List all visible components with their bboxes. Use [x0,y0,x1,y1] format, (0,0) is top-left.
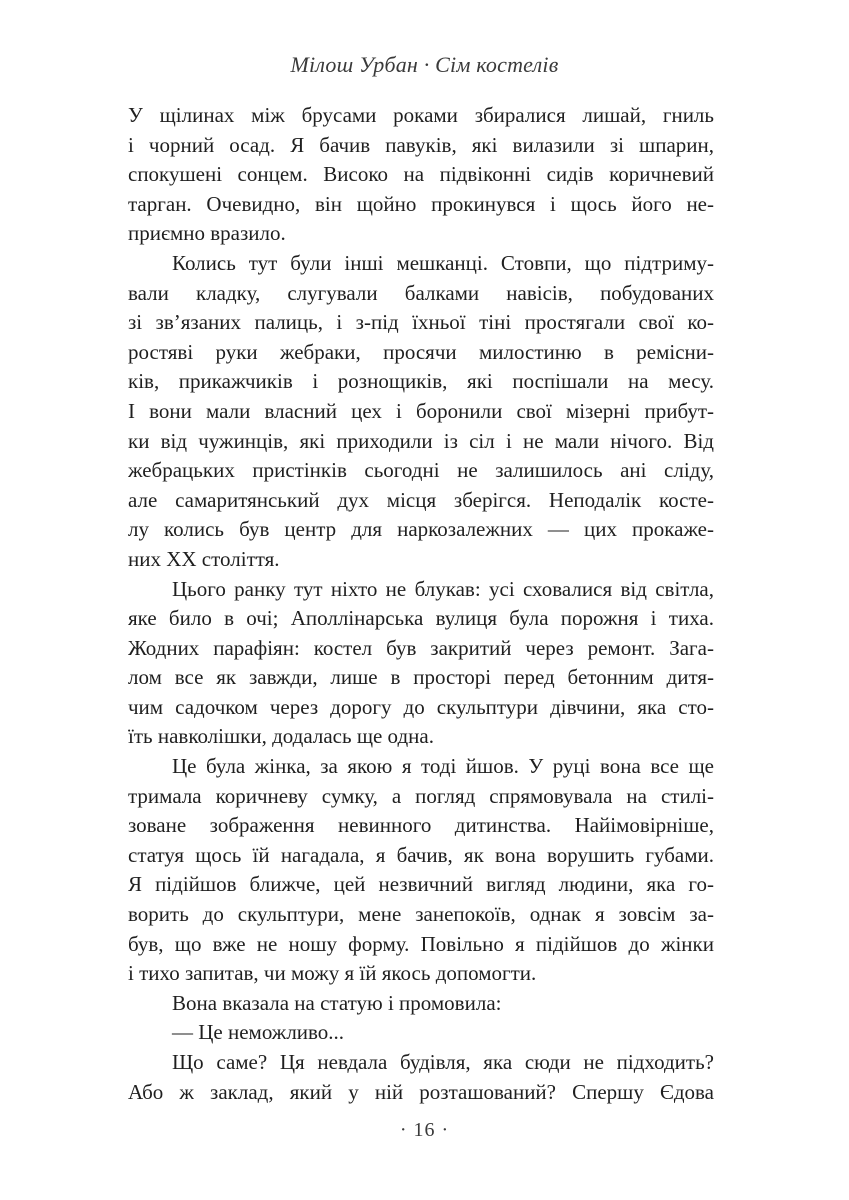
paragraph [128,989,714,1019]
text-line: але самаритянський дух місця зберігся. Неподалік косте- [128,487,714,512]
text-line: був, що вже не ношу форму. Повільно я підійшов до жінки [128,931,714,956]
paragraph [128,1048,714,1107]
text-line: ворить до скульптури, мене занепокоїв, однак я зовсім за- [128,902,714,927]
text-line: ків, прикажчиків і рознощиків, які поспішали на месу. [128,369,714,394]
text-line: і чорний осад. Я бачив павуків, які вилазили зі шпарин, [128,132,714,157]
text-line: спокушені сонцем. Високо на підвіконні сидів коричневий [128,162,714,187]
paragraph [128,1018,714,1048]
text-line: тримала коричневу сумку, а погляд спрямовувала на стилі- [128,783,714,808]
text-line: зі зв’язаних палиць, і з-під їхньої тіні простягали свої ко- [128,310,714,335]
text-line: зоване зображення невинного дитинства. Найімовірніше, [128,813,714,838]
text-line: ростяві руки жебраки, просячи милостиню в ремісни- [128,339,714,364]
text-line: ки від чужинців, які приходили із сіл і не мали нічого. Від [128,428,714,453]
text-line: лу колись був центр для наркозалежних — цих прокаже- [128,517,714,542]
text-line: жебрацьких пристінків сьогодні не залишилось ані сліду, [128,458,714,483]
text-line: Або ж заклад, який у ній розташований? Спершу Єдова [128,1079,714,1104]
text-line: Цього ранку тут ніхто не блукав: усі сховалися від світла, [172,576,714,601]
text-line: їть навколішки, додалась ще одна. [128,724,434,749]
text-line: приємно вразило. [128,221,286,246]
page-number: · 16 · [399,1119,450,1141]
text-line: — Це неможливо... [172,1020,345,1045]
text-line: Жодних парафіян: костел був закритий через ремонт. Зага- [128,635,714,660]
text-line: тарган. Очевидно, він щойно прокинувся і щось його не- [128,191,714,216]
text-line: лом все як завжди, лише в просторі перед бетонним дитя- [128,665,714,690]
running-header: Мілош Урбан · Сім костелів [290,52,559,77]
text-line: них ХХ століття. [128,546,280,571]
text-line: І вони мали власний цех і боронили свої мізерні прибут- [128,398,714,423]
text-line: Вона вказала на статую і промовила: [172,990,502,1015]
text-line: Що саме? Ця невдала будівля, яка сюди не підходить? [172,1050,714,1074]
text-line: і тихо запитав, чи можу я їй якось допомогти. [128,961,537,986]
text-line: яке било в очі; Аполлінарська вулиця була порожня і тиха. [128,606,714,631]
text-line: Це була жінка, за якою я тоді йшов. У руці вона все ще [172,754,714,779]
text-line: У щілинах між брусами роками збиралися лишай, гниль [128,103,714,127]
text-block [128,101,714,1107]
text-line: чим садочком через дорогу до скульптури дівчини, яка сто- [128,694,714,719]
paragraph [128,101,714,249]
paragraph [128,752,714,989]
paragraph [128,249,714,575]
text-line: Я підійшов ближче, цей незвичний вигляд людини, яка го- [128,872,714,897]
text-line: Колись тут були інші мешканці. Стовпи, що підтриму- [172,250,714,275]
text-line: вали кладку, слугували балками навісів, побудованих [128,280,714,305]
text-line: статуя щось їй нагадала, я бачив, як вона ворушить губами. [128,842,714,867]
paragraph [128,575,714,753]
